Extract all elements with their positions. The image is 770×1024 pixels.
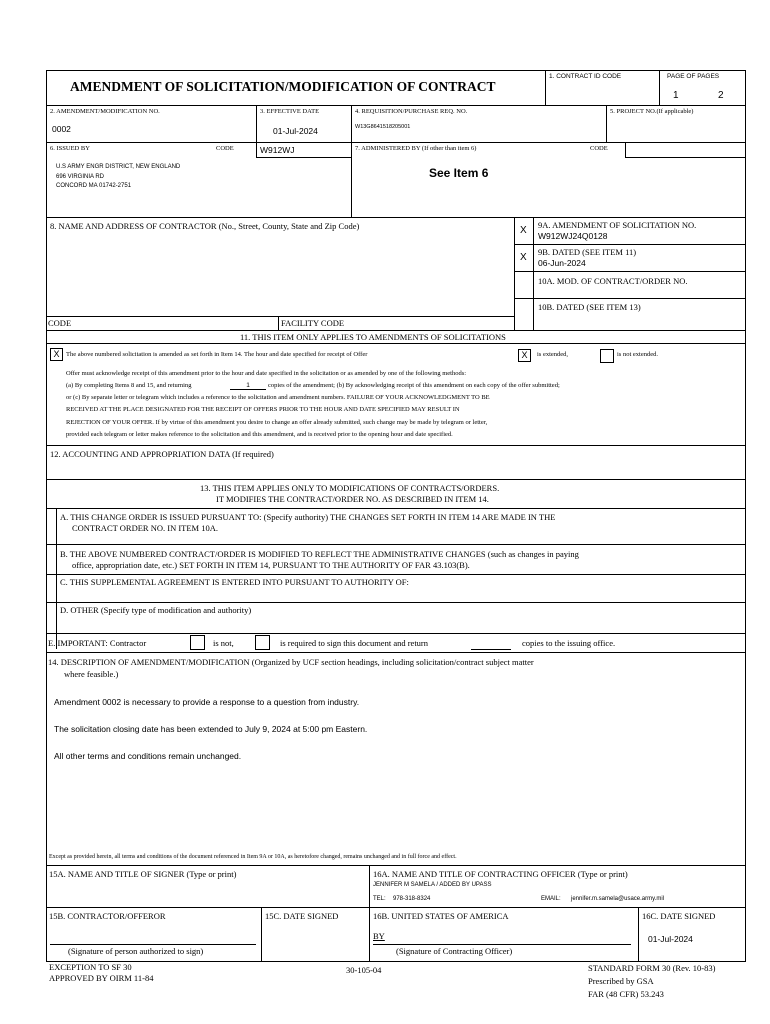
divider — [606, 105, 607, 142]
contractor-15b-label: 15B. CONTRACTOR/OFFEROR — [49, 911, 166, 921]
tel-label: TEL: — [373, 896, 386, 902]
item-12-label: 12. ACCOUNTING AND APPROPRIATION DATA (If required) — [50, 449, 274, 459]
dated-9b-value: 06-Jun-2024 — [538, 258, 586, 268]
issuer-address-line: 696 VIRGINIA RD — [56, 173, 105, 180]
page-number: 1 — [673, 90, 679, 101]
amendment-9a-label: 9A. AMENDMENT OF SOLICITATION NO. — [538, 220, 697, 230]
email-value: jennifer.m.samela@usace.army.mil — [571, 896, 665, 902]
acknowledgment-text: REJECTION OF YOUR OFFER. If by virtue of this amendment you desire to change an offer already submitted, such change may be made by telegram or letter, — [66, 419, 488, 426]
description-paragraph: Amendment 0002 is necessary to provide a response to a question from industry. — [54, 697, 360, 707]
divider — [256, 105, 257, 142]
acknowledgment-text: (a) By completing Items 8 and 15, and returning — [66, 382, 192, 389]
divider — [369, 865, 370, 962]
item-e-label: E. IMPORTANT: Contractor — [48, 638, 147, 648]
date-16c-value: 01-Jul-2024 — [648, 934, 693, 944]
item-e-copies: copies to the issuing office. — [522, 638, 616, 648]
date-16c-label: 16C. DATE SIGNED — [642, 911, 716, 921]
standard-form-label: STANDARD FORM 30 (Rev. 10-83) — [588, 963, 716, 973]
amended-text: The above numbered solicitation is amended as set forth in Item 14. The hour and date specified for receipt of Offer — [66, 351, 368, 358]
issuer-address-line: CONCORD MA 01742-2751 — [56, 183, 132, 189]
divider — [261, 907, 262, 962]
signature-officer-caption: (Signature of Contracting Officer) — [396, 946, 513, 956]
divider — [46, 574, 746, 575]
not-extended-checkbox[interactable] — [600, 349, 614, 363]
administered-code-label: CODE — [590, 145, 608, 152]
approved-text: APPROVED BY OIRM 11-84 — [49, 973, 154, 983]
item-13a-text: A. THIS CHANGE ORDER IS ISSUED PURSUANT TO: (Specify authority) THE CHANGES SET FORTH IN ITEM 14 ARE MADE IN THE — [60, 512, 556, 522]
item-9a-check: X — [520, 225, 527, 236]
description-paragraph: All other terms and conditions remain unchanged. — [54, 751, 242, 761]
acknowledgment-text: copies of the amendment; (b) By acknowledging receipt of this amendment on each copy of the offer submitted; — [268, 382, 560, 389]
extended-checkbox[interactable]: X — [518, 349, 531, 362]
officer-16a-label: 16A. NAME AND TITLE OF CONTRACTING OFFICER (Type or print) — [373, 869, 628, 879]
amendment-9a-value: W912WJ24Q0128 — [538, 231, 608, 241]
not-extended-label: is not extended. — [617, 351, 658, 358]
divider — [46, 445, 746, 446]
administered-by-label: 7. ADMINISTERED BY (If other than item 6) — [355, 145, 477, 152]
divider — [46, 217, 746, 218]
issuer-address — [56, 163, 180, 192]
divider — [351, 105, 352, 142]
item-9b-check: X — [520, 252, 527, 263]
item-e-required: is required to sign this document and return — [280, 638, 429, 648]
by-label: BY — [373, 931, 385, 941]
far-text: FAR (48 CFR) 53.243 — [588, 989, 664, 999]
item-14-label: where feasible.) — [64, 669, 119, 679]
divider — [514, 298, 746, 299]
issued-by-code-label: CODE — [216, 145, 234, 152]
form-title: AMENDMENT OF SOLICITATION/MODIFICATION OF CONTRACT — [70, 79, 496, 94]
issued-by-code-value: W912WJ — [260, 145, 295, 155]
email-label: EMAIL: — [541, 896, 561, 902]
acknowledgment-text: Offer must acknowledge receipt of this amendment prior to the hour and date specified in the solicitation or as amended by one of the following methods: — [66, 370, 467, 377]
copies-count: 1 — [230, 382, 266, 390]
item-11-heading: 11. THIS ITEM ONLY APPLIES TO AMENDMENTS OF SOLICITATIONS — [240, 332, 506, 342]
facility-code-label: FACILITY CODE — [281, 318, 345, 328]
amendment-no-value: 0002 — [52, 124, 71, 134]
page-of-pages-label: PAGE OF PAGES — [667, 73, 720, 80]
divider — [545, 70, 546, 105]
extended-label: is extended, — [537, 351, 569, 358]
requisition-label: 4. REQUISITION/PURCHASE REQ. NO. — [355, 108, 468, 115]
divider — [638, 907, 639, 962]
amended-checkbox[interactable]: X — [50, 348, 63, 361]
effective-date-label: 3. EFFECTIVE DATE — [260, 108, 320, 115]
acknowledgment-text: provided each telegram or letter makes reference to the solicitation and this amendment, and is received prior to the opening hour and date specified. — [66, 431, 453, 438]
prescribed-text: Prescribed by GSA — [588, 976, 654, 986]
divider — [514, 271, 746, 272]
issuer-address-line: U.S ARMY ENGR DISTRICT, NEW ENGLAND — [56, 164, 181, 170]
date-15c-label: 15C. DATE SIGNED — [265, 911, 339, 921]
divider — [46, 865, 746, 866]
dated-9b-label: 9B. DATED (SEE ITEM 11) — [538, 247, 637, 257]
total-pages: 2 — [718, 90, 724, 101]
divider — [46, 907, 746, 908]
divider — [46, 602, 746, 603]
header-row-divider — [46, 105, 746, 106]
dated-10b-label: 10B. DATED (SEE ITEM 13) — [538, 302, 641, 312]
contractor-signature-line[interactable] — [50, 943, 256, 945]
terms-note: Except as provided herein, all terms and conditions of the document referenced in Item 9A or 10A, as heretofore changed, remains unchanged and in full force and effect. — [49, 854, 457, 860]
divider — [533, 217, 534, 330]
divider — [46, 343, 746, 344]
divider — [46, 479, 746, 480]
contract-id-code-label: 1. CONTRACT ID CODE — [549, 73, 622, 80]
item-13-heading: 13. THIS ITEM APPLIES ONLY TO MODIFICATIONS OF CONTRACTS/ORDERS. — [200, 483, 500, 493]
item-13c-text: C. THIS SUPPLEMENTAL AGREEMENT IS ENTERED INTO PURSUANT TO AUTHORITY OF: — [60, 577, 409, 587]
divider — [56, 508, 57, 649]
divider — [278, 316, 279, 330]
copies-blank[interactable] — [471, 648, 511, 650]
divider — [351, 142, 352, 217]
divider — [46, 316, 514, 317]
divider — [46, 652, 746, 653]
contractor-code-label: CODE — [48, 318, 72, 328]
exception-text: EXCEPTION TO SF 30 — [49, 962, 132, 972]
item-13b-text: office, appropriation date, etc.) SET FORTH IN ITEM 14, PURSUANT TO THE AUTHORITY OF FAR 43.103(B). — [72, 560, 470, 570]
form-code: 30-105-04 — [346, 965, 382, 975]
divider — [514, 217, 515, 330]
item-13d-text: D. OTHER (Specify type of modification and authority) — [60, 605, 252, 615]
contractor-name-label: 8. NAME AND ADDRESS OF CONTRACTOR (No., Street, County, State and Zip Code) — [50, 221, 360, 231]
effective-date-value: 01-Jul-2024 — [273, 126, 318, 136]
divider — [46, 330, 746, 331]
divider — [46, 544, 746, 545]
code-box — [625, 142, 746, 158]
divider — [514, 244, 746, 245]
divider — [659, 70, 660, 105]
item-e-is-not: is not, — [213, 638, 234, 648]
requisition-value: W13G8641518205001 — [355, 124, 411, 130]
signer-15a-label: 15A. NAME AND TITLE OF SIGNER (Type or print) — [49, 869, 237, 879]
is-required-checkbox[interactable] — [255, 635, 270, 650]
amendment-no-label: 2. AMENDMENT/MODIFICATION NO. — [50, 108, 160, 115]
divider — [46, 633, 746, 634]
item-13b-text: B. THE ABOVE NUMBERED CONTRACT/ORDER IS MODIFIED TO REFLECT THE ADMINISTRATIVE CHANGES (such as changes in paying — [60, 549, 579, 559]
item-13a-text: CONTRACT ORDER NO. IN ITEM 10A. — [72, 523, 218, 533]
signature-person-caption: (Signature of person authorized to sign) — [68, 946, 204, 956]
divider — [46, 508, 746, 509]
description-paragraph: The solicitation closing date has been extended to July 9, 2024 at 5:00 pm Eastern. — [54, 724, 368, 734]
is-not-checkbox[interactable] — [190, 635, 205, 650]
acknowledgment-text: or (c) By separate letter or telegram which includes a reference to the solicitation and amendment numbers. FAILURE OF YOUR ACKNOWLEDGMENT TO BE — [66, 394, 490, 401]
mod-10a-label: 10A. MOD. OF CONTRACT/ORDER NO. — [538, 276, 688, 286]
administered-by-value: See Item 6 — [429, 166, 489, 180]
project-no-label: 5. PROJECT NO.(If applicable) — [610, 108, 694, 115]
item-14-label: 14. DESCRIPTION OF AMENDMENT/MODIFICATION (Organized by UCF section headings, including solicitation/contract subject matter — [48, 657, 534, 667]
issued-by-label: 6. ISSUED BY — [50, 145, 90, 152]
officer-name: JENNIFER M SAMELA / ADDED BY UPASS — [373, 882, 492, 888]
usa-16b-label: 16B. UNITED STATES OF AMERICA — [373, 911, 509, 921]
tel-value: 978-318-8324 — [393, 896, 431, 902]
item-13-heading: IT MODIFIES THE CONTRACT/ORDER NO. AS DESCRIBED IN ITEM 14. — [216, 494, 489, 504]
officer-signature-line[interactable] — [373, 943, 631, 945]
acknowledgment-text: RECEIVED AT THE PLACE DESIGNATED FOR THE RECEIPT OF OFFERS PRIOR TO THE HOUR AND DATE SPECIFIED MAY RESULT IN — [66, 406, 460, 413]
